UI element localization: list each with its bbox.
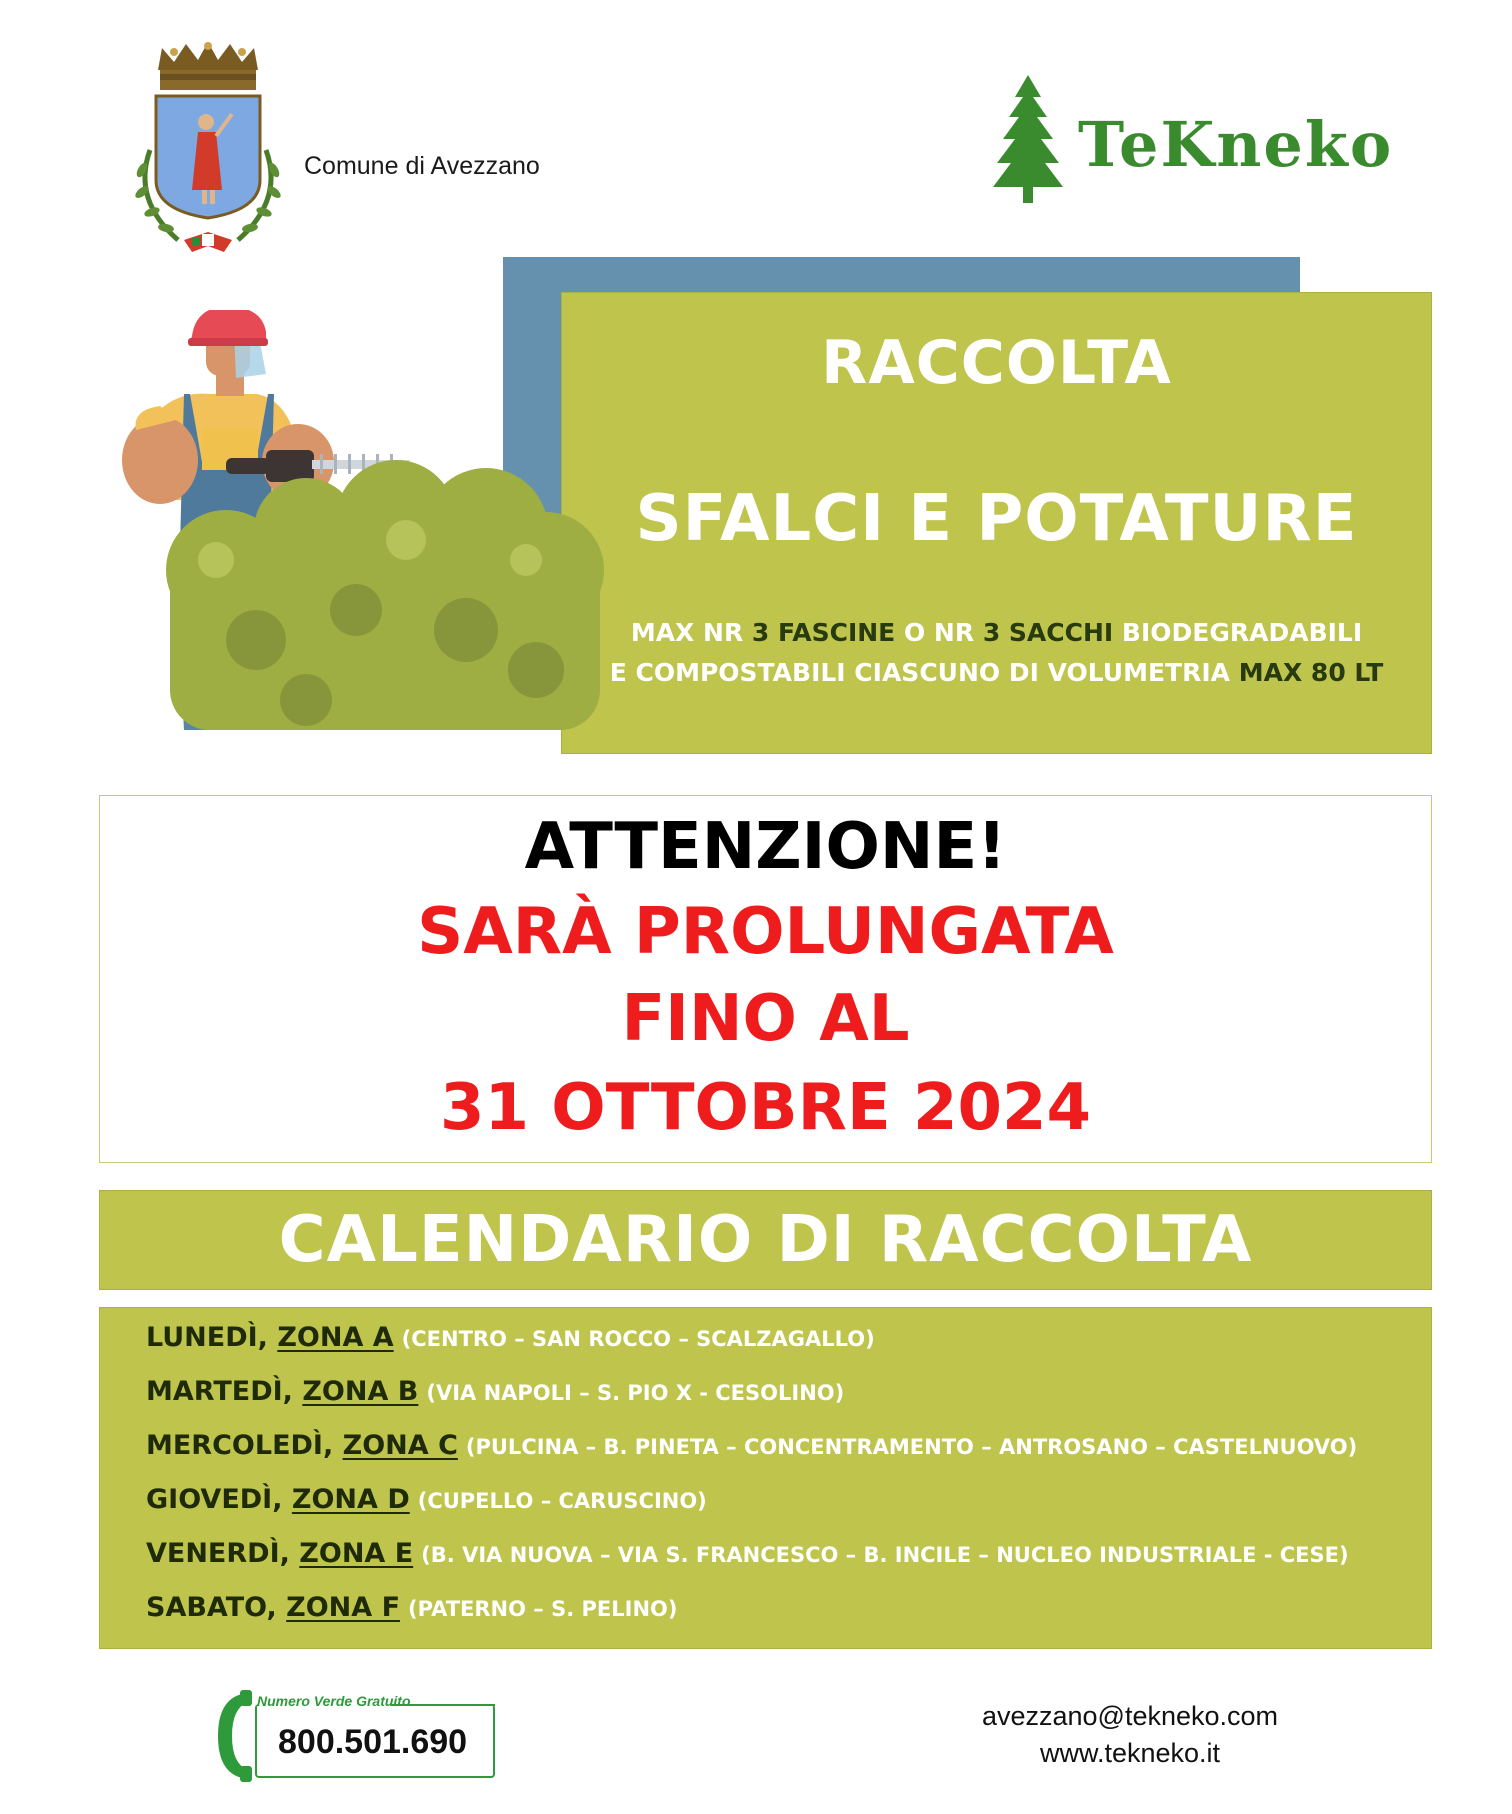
notice-date: 31 OTTOBRE 2024 bbox=[439, 1071, 1092, 1145]
company-logo-text: TeKneko bbox=[1078, 108, 1394, 181]
tree-icon bbox=[993, 75, 1063, 203]
schedule-row: GIOVEDÌ, ZONA D (CUPELLO – CARUSCINO) bbox=[146, 1484, 707, 1515]
schedule-row: LUNEDÌ, ZONA A (CENTRO – SAN ROCCO – SCALZAGALLO) bbox=[146, 1322, 875, 1353]
schedule-row: VENERDÌ, ZONA E (B. VIA NUOVA – VIA S. FRANCESCO – B. INCILE – NUCLEO INDUSTRIALE - CESE) bbox=[146, 1538, 1349, 1569]
phone-icon bbox=[212, 1690, 254, 1782]
collection-limit-line-1: MAX NR 3 FASCINE O NR 3 SACCHI BIODEGRADABILI bbox=[630, 618, 1363, 647]
schedule-row: MERCOLEDÌ, ZONA C (PULCINA – B. PINETA – CONCENTRAMENTO – ANTROSANO – CASTELNUOVO) bbox=[146, 1430, 1358, 1461]
toll-free-label: Numero Verde Gratuito bbox=[257, 1693, 411, 1709]
schedule-row: SABATO, ZONA F (PATERNO – S. PELINO) bbox=[146, 1592, 678, 1623]
notice-line-2: FINO AL bbox=[621, 982, 910, 1056]
comune-crest-logo bbox=[128, 40, 288, 265]
website-link[interactable]: www.tekneko.it bbox=[1039, 1738, 1221, 1768]
schedule-row: MARTEDÌ, ZONA B (VIA NAPOLI – S. PIO X - CESOLINO) bbox=[146, 1376, 845, 1407]
calendar-title: CALENDARIO DI RACCOLTA bbox=[278, 1203, 1253, 1277]
gardener-trimming-hedge-illustration bbox=[106, 310, 636, 770]
toll-free-number[interactable]: 800.501.690 bbox=[278, 1723, 468, 1761]
notice-heading: ATTENZIONE! bbox=[524, 810, 1007, 884]
collection-limit-line-2: E COMPOSTABILI CIASCUNO DI VOLUMETRIA MAX 80 LT bbox=[609, 658, 1384, 687]
title-line-1: RACCOLTA bbox=[821, 328, 1172, 398]
contact-email[interactable]: avezzano@tekneko.com bbox=[981, 1701, 1279, 1731]
title-line-2: SFALCI E POTATURE bbox=[635, 482, 1358, 556]
notice-line-1: SARÀ PROLUNGATA bbox=[417, 895, 1114, 969]
municipality-name: Comune di Avezzano bbox=[304, 152, 540, 180]
